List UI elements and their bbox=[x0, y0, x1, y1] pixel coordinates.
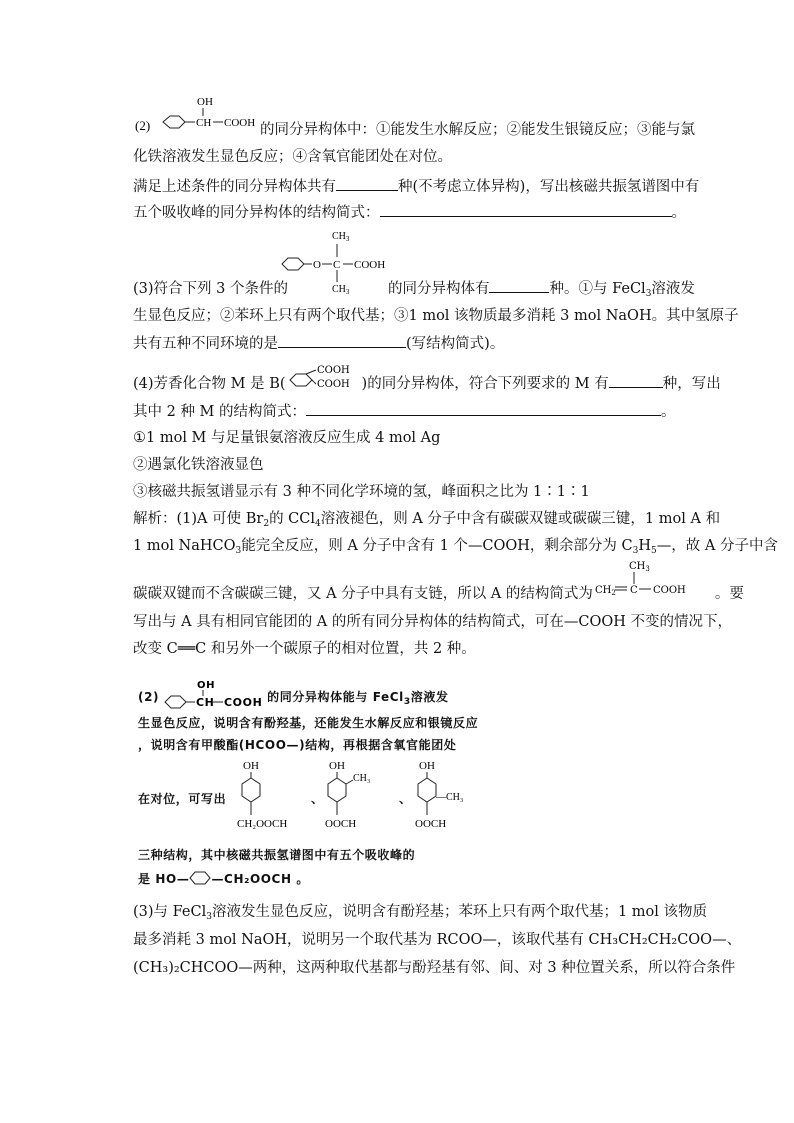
a2-sub2: 3 bbox=[632, 546, 639, 556]
q2-prefix: (2) bbox=[135, 118, 151, 133]
struct-cooh: COOH bbox=[354, 259, 386, 271]
q3-line3-a: 共有五种不同环境的是 bbox=[133, 336, 278, 352]
mandelic-acid-structure bbox=[133, 92, 263, 134]
q2-line3-a: 满足上述条件的同分异构体共有 bbox=[133, 179, 336, 195]
q3-line3 bbox=[133, 333, 504, 354]
q3-line1-c: 种。①与 FeCl bbox=[549, 281, 646, 297]
box-b6-a: 是 bbox=[138, 872, 151, 886]
struct-ch2: $CH_2$ bbox=[594, 585, 616, 597]
box-mandelic-structure bbox=[159, 680, 267, 710]
box-structure-1 bbox=[229, 757, 299, 839]
q2-line4-text: 五个吸收峰的同分异构体的结构简式： bbox=[133, 205, 380, 221]
a2-a: 1 mol NaHCO bbox=[133, 538, 236, 554]
q3a-line2: 最多消耗 3 mol NaOH，说明另一个取代基为 RCOO—，该取代基有 CH₃CH₂CH₂COO—、 bbox=[133, 932, 742, 948]
q3-blank-structure[interactable] bbox=[278, 333, 406, 348]
struct-cooh: COOH bbox=[224, 117, 256, 129]
q4-line2-a: 其中 2 种 M 的结构简式： bbox=[133, 404, 307, 420]
q3-line2: 生显色反应；②苯环上只有两个取代基；③1 mol 该物质最多消耗 3 mol NaOH。其中氢原子 bbox=[133, 308, 739, 324]
q3-line1-b: 的同分异构体有 bbox=[387, 281, 490, 297]
analysis-line3 bbox=[133, 561, 744, 604]
q3-sub3: 3 bbox=[645, 289, 652, 299]
q2-line3-b: 种(不考虑立体异构)，写出核磁共振氢谱图中有 bbox=[398, 179, 700, 195]
box-line4: 在对位，可写出 bbox=[138, 792, 227, 806]
q3a-l1-b: 溶液发生显色反应，说明含有酚羟基；苯环上只有两个取代基；1 mol 该物质 bbox=[211, 904, 708, 920]
q3a-line1 bbox=[133, 902, 707, 927]
q3a-l1-sub: 3 bbox=[206, 912, 212, 922]
q2-blank-count[interactable] bbox=[336, 176, 398, 191]
analysis-line4: 写出与 A 具有相同官能团的 A 的所有同分异构体的结构简式，可在—COOH 不变的情况下， bbox=[133, 614, 732, 630]
a3-a: 碳碳双键而不含碳碳三键，又 A 分子中具有支链，所以 A 的结构简式为 bbox=[133, 586, 593, 602]
phthalic-acid-structure bbox=[286, 365, 362, 394]
q4-line1-a: (4)芳香化合物 M 是 B( bbox=[133, 376, 286, 392]
q4-line2 bbox=[133, 401, 676, 422]
box-b1-b: 的同分异构体能与 FeCl bbox=[267, 690, 404, 704]
q2-line3 bbox=[133, 176, 699, 197]
box-line5: 三种结构，其中核磁共振氢谱图中有五个吸收峰的 bbox=[138, 848, 416, 862]
struct-c: C bbox=[629, 585, 638, 596]
q4-blank-count[interactable] bbox=[609, 373, 663, 388]
s2-sub: OOCH bbox=[325, 818, 357, 830]
analysis-line1 bbox=[133, 509, 720, 534]
struct-c: C bbox=[333, 259, 341, 271]
s3-oh: OH bbox=[419, 760, 435, 772]
q4-line1-b: )的同分异构体，符合下列要求的 M 有 bbox=[361, 376, 609, 392]
struct-ch: CH bbox=[196, 117, 212, 129]
a1-b: 的 CCl bbox=[269, 511, 315, 527]
box-line1 bbox=[138, 680, 449, 710]
q2-blank-structure[interactable] bbox=[380, 202, 672, 217]
q4-line2-b: 。 bbox=[661, 404, 676, 420]
s3-sub: OOCH bbox=[415, 818, 447, 830]
q4-line1 bbox=[133, 365, 721, 394]
methacrylic-acid-structure bbox=[593, 561, 715, 604]
struct-o: O bbox=[313, 259, 321, 271]
struct-cooh2: COOH bbox=[316, 379, 350, 390]
q3a-l1-a: (3)与 FeCl bbox=[133, 904, 207, 920]
q4-condition-2: ②遇氯化铁溶液显色 bbox=[133, 457, 264, 473]
q3-line3-b: (写结构简式)。 bbox=[406, 336, 505, 352]
a1-c: 溶液褪色，则 A 分子中含有碳碳双键或碳碳三键，1 mol A 和 bbox=[320, 511, 721, 527]
q2-line4-end: 。 bbox=[671, 205, 686, 221]
a2-sub: 3 bbox=[235, 546, 242, 556]
box-b6-tail: —CH₂OOCH bbox=[211, 872, 292, 886]
s1-sub: CH₂OOCH bbox=[237, 818, 288, 830]
a1-sub: 2 bbox=[263, 519, 270, 529]
box-line2: 生显色反应，说明含有酚羟基，还能发生水解反应和银镜反应 bbox=[138, 716, 479, 730]
struct-ch3: $CH_3$ bbox=[628, 561, 650, 573]
s2-oh: OH bbox=[329, 760, 345, 772]
q4-condition-1: ①1 mol M 与足量银氨溶液反应生成 4 mol Ag bbox=[133, 430, 441, 446]
struct-ch3-bottom: $CH_3$ bbox=[332, 284, 350, 294]
struct-ch: CH bbox=[196, 696, 215, 709]
box-structure-3 bbox=[409, 757, 483, 839]
q3-blank-count[interactable] bbox=[489, 278, 549, 293]
box-structure-2 bbox=[319, 757, 389, 839]
q4-condition-3: ③核磁共振氢谱显示有 3 种不同化学环境的氢，峰面积之比为 1∶1∶1 bbox=[133, 484, 590, 500]
q3-line1 bbox=[133, 278, 695, 304]
box-line3: ，说明含有甲酸酯(HCOO—)结构，再根据含氧官能团处 bbox=[138, 738, 457, 752]
a1-sub2: 4 bbox=[315, 519, 321, 529]
struct-cooh: COOH bbox=[224, 696, 263, 709]
box-b1-c: 溶液发 bbox=[410, 690, 449, 704]
sep2: 、 bbox=[399, 792, 412, 806]
q2-line1: 的同分异构体中：①能发生水解反应；②能发生银镜反应；③能与氯 bbox=[260, 122, 695, 138]
struct-oh: OH bbox=[197, 96, 213, 108]
q3-line1-a: (3)符合下列 3 个条件的 bbox=[133, 281, 288, 297]
s3-ch3: —CH₃ bbox=[436, 792, 464, 803]
q3a-line3: (CH₃)₂CHCOO—两种，这两种取代基都与酚羟基有邻、间、对 3 种位置关系，所以符合条件 bbox=[133, 960, 736, 976]
struct-oh: OH bbox=[197, 680, 216, 691]
benzene-ring-icon bbox=[189, 871, 211, 885]
box-b1-a: (2) bbox=[138, 690, 160, 704]
a2-c: H bbox=[638, 538, 652, 554]
s1-oh: OH bbox=[243, 760, 259, 772]
q2-line2: 化铁溶液发生显色反应；④含氧官能团处在对位。 bbox=[133, 149, 452, 165]
a3-b: 。要 bbox=[714, 586, 744, 602]
q4-blank-structures[interactable] bbox=[306, 401, 661, 416]
q3-line1-d: 溶液发 bbox=[651, 281, 695, 297]
a2-b: 能完全反应，则 A 分子中含有 1 个—COOH，剩余部分为 C bbox=[241, 538, 633, 554]
sep1: 、 bbox=[311, 792, 324, 806]
box-b6-ho: HO— bbox=[155, 872, 190, 886]
box-line6 bbox=[138, 871, 309, 887]
q4-line1-c: 种，写出 bbox=[662, 376, 721, 392]
a1-a: 解析：(1)A 可使 Br bbox=[133, 511, 264, 527]
a2-d: —，故 A 分子中含 bbox=[656, 538, 778, 554]
s2-ch3: CH₃ bbox=[353, 773, 371, 784]
q2-line4 bbox=[133, 202, 686, 223]
analysis-q2-scan bbox=[133, 680, 485, 895]
struct-cooh1: COOH bbox=[316, 365, 350, 376]
struct-cooh: COOH bbox=[652, 585, 686, 596]
struct-ch3-top: $CH_3$ bbox=[332, 231, 350, 243]
a2-sub3: 5 bbox=[651, 546, 657, 556]
box-b6-end: 。 bbox=[296, 872, 309, 886]
box-b1-sub: 3 bbox=[403, 697, 411, 707]
analysis-line5: 改变 C══C 和另外一个碳原子的相对位置，共 2 种。 bbox=[133, 641, 476, 657]
